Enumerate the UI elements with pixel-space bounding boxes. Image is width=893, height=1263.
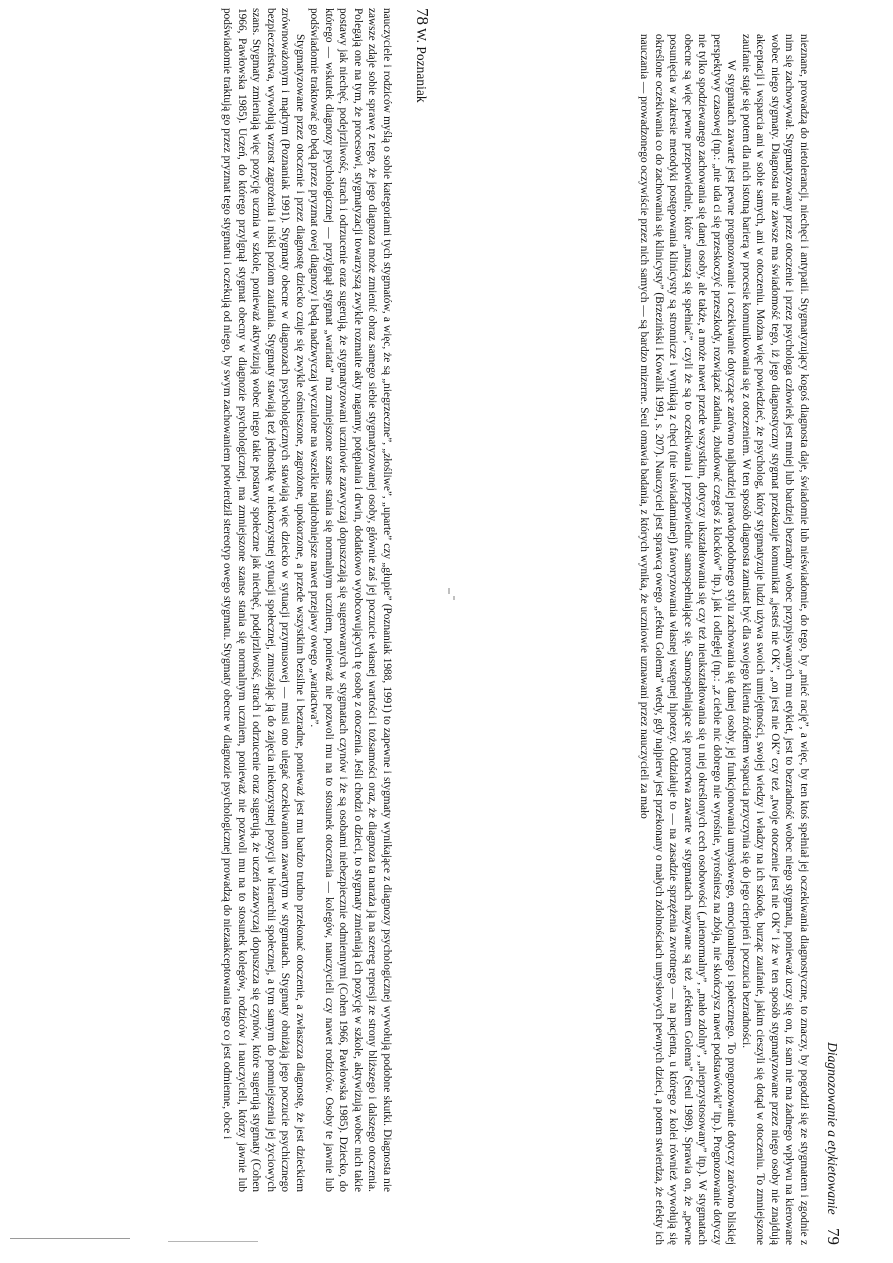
scan-artifact-line <box>168 1241 258 1242</box>
left-body-text <box>219 8 394 1192</box>
scan-artifact-dot <box>448 588 450 594</box>
right-page-content <box>465 0 843 1263</box>
left-page-number: 78 <box>413 8 432 25</box>
right-running-head-title: Diagnozowanie a etykietowanie <box>825 1042 840 1215</box>
right-running-head <box>823 0 843 1263</box>
right-paragraph-1: nieznane, prowadzą do nietolerancji, niechęci i antypatii. Stygmatyzujący kogoś diagnosta daje, świadomie lub nieświadomie, do tego, by „mieć rację”, a więc, by ten ktoś spełniał jej oczekiwania diagnostyczne, to znaczy, by pogodził się ze stygmatem i zgodnie z nim się zachowywał. Stygmatyzowany przez otoczenie i przez psychologa człowiek jest mniej lub bardziej bezradny wobec przypisywanych mu etykiet, jest to bezradność wobec niego stygmatu, ponieważ uczy się on, iż sam nie ma żadnego wpływu na kierowane wobec niego stygmaty. Diagnosta nie zawsze ma świadomość tego, iż jego diagnostyczny stygmat przekazuje komunikat „jesteś nie OK”, „on jest nie OK” czy też „twoje otoczenie jest nie OK” i że w ten sposób stygmatyzowane przez niego osoby nie znajdują akceptacji i wsparcia ani w sobie samych, ani w otoczeniu. Można więc powiedzieć, że psycholog, który stygmatyzuje ludzi używa swoich umiejętności, swojej wiedzy i władzy na ich szkodę, burząc zaufanie, jakim cieszyli się dotąd w otoczeniu. To zmniejszone zaufanie staje się potem dla nich istotną barierą w procesie komunikowania się z otoczeniem. W ten sposób diagnosta zamiast być dla swojego klienta źródłem wsparcia przyczynia się do jego cierpień i poczucia bezradności. <box>739 34 810 1245</box>
left-page-content <box>84 0 432 1200</box>
left-page <box>84 0 432 1263</box>
left-running-head-author: W. Poznaniak <box>414 28 429 103</box>
right-page-number: 79 <box>824 1228 843 1245</box>
left-running-head <box>412 0 432 1200</box>
left-paragraph-2: Stygmatyzowane przez otoczenie i przez diagnostę dziecko czuje się zwykle ośmieszone, zagrożone, upokorzone, a przede wszystkim bezsilne i bezradne, ponieważ jest mu bardzo trudno przekonać otoczenie, a zwłaszcza diagnostę, że jest dzieckiem zrównoważonym i mądrym (Poznaniak 1991). Stygmaty obecne w diagnozach psychologicznych stawiają więc dziecko w sytuacji przymusowej — musi ono ulegać oczekiwaniom zawartym w stygmatach. Stygmaty obniżają jego poczucie psychicznego bezpieczeństwa, wywołują wzrost zagrożenia i niski poziom zaufania. Stygmaty stawiają też jednostkę w niekorzystnej sytuacji społecznej, zmuszając ją do zajęcia niekorzystnej pozycji w hierarchii społecznej, a tym samym do pomniejszenia jej życiowych szans. Stygmaty zmieniają więc pozycję ucznia w szkole, ponieważ aktywizują wobec niego takie postawy społeczne jak niechęć, podejrzliwość, strach i odrzucenie oraz sugerują, że uczeń zazwyczaj dopuszcza się czynów, które sugerują stygmaty (Cohen 1966, Pawłowska 1985). Uczeń, do którego przylgnął stygmat obecny w diagnozie psychologicznej, ma zmniejszone szanse stania się normalnym uczniem, ponieważ nie pozwoli mu na to stosunek kolegów, rodziców i nauczycieli, którzy jawnie lub podświadomie traktują go przez pryzmat tego stygmatu i oczekują od niego, by swym zachowaniem potwierdził stereotyp owego stygmatu. Stygmaty obecne w diagnozie psychologicznej prowadzą do niezaakceptowania tego co jest odmienne, obce i <box>220 8 306 1192</box>
right-paragraph-2: W stygmatach zawarte jest pewne prognozowanie i oczekiwanie dotyczące zarówno najbardziej prawdopodobnego stylu zachowania się danej osoby, jej funkcjonowania umysłowego, emocjonalnego i społecznego. To prognozowanie dotyczy zarówno bliskiej perspektywy czasowej (np.: „nie uda ci się przeskoczyć przeszkody, rozwiązać zadania, zbudować czegoś z klocków” itp.), jak i odległej (np.: „z ciebie nic dobrego nie wyrośnie, wyrośniesz na zbója, nie skończysz nawet podstawówki” itp.). Prognozowanie dotyczy nie tylko spodziewanego zachowania się danej osoby, ale także, a może nawet przede wszystkim, dotyczy ukształtowania się czy też nieukształtowania się u niej określonych cech osobowości („nienormalny”, „mało zdolny”, „nieprzystosowany” itp.). W stygmatach obecne są więc pewne przepowiednie, które „muszą się spełniać”, czyli że są to oczekiwania i przepowiednie samospełniające się. Samospełniające się proroctwa zawarte w stygmatach nazywane są też „efektem Golema” (Seul 1989). Sprawia on, że „pewne posunięcia w zakresie metodyki postępowania klinicysty są stronnicze i wynikają z chęci (nie uświadamianej) faworyzowania własnej wstępnej hipotezy. Oddziałuje to — na zasadzie sprzężenia zwrotnego — na pacjenta, u którego z kolei również wywołują się określone oczekiwania co do zachowania się klinicysty” (Brzeziński i Kowalik 1991, s. 207). Nauczyciel jest sprawcą owego „efektu Golema” wtedy, gdy najpierw jest przekonany o małych zdolnościach umysłowych pewnych dzieci, a potem stwierdza, że efekty ich nauczania — prowadzonego oczywiście przez nich samych — są bardzo mizerne. Seul omawia badania, z których wynika, że uczniowie uznawani przez nauczycieli za mało <box>637 34 738 1245</box>
right-page <box>465 0 843 1263</box>
scan-artifact-line <box>10 1238 130 1239</box>
right-body-text <box>636 34 811 1245</box>
left-paragraph-1: nauczyciele i rodziców myślą o sobie kategoriami tych stygmatów, a więc, że są „niegrzeczne”, „złośliwe”, „uparte” czy „głupie” (Poznaniak 1988, 1991) to zapewne i stygmaty wynikające z diagnozy psychologicznej wywołują podobne skutki. Diagnosta nie zawsze zdaje sobie sprawę z tego, że jego diagnoza może zmienić obraz samego siebie stygmatyzowanej osoby, głównie zaś jej poczucie własnej wartości i tożsamości oraz, że diagnoza ta naraża ją na szereg represji ze strony bliższego i dalszego otoczenia. Polegają one na tym, że procesowi, stygmatyzacji towarzyszą zwykle rozmaite akty naganny, potępiania i drwin, dodatkowo wyobcowujących tę osobę z otoczenia. Jeśli chodzi o dzieci, to stygmaty zmieniają ich pozycję w szkole, aktywizują wobec nich takie postawy jak niechęć, podejrzliwość, strach i odrzucenie oraz sugerują, że stygmatyzowani uczniowie zazwyczaj dopuszczają się sugerowanych w stygmatach czynów i że są osobami niebezpiecznie odmiennymi (Cohen 1966, Pawłowska 1985). Dziecko, do którego — wskutek diagnozy psychologicznej — przylgnął stygmat „wariata” ma zmniejszone szanse stania się normalnym uczniem, ponieważ nie pozwoli mu na to stosunek otoczenia — kolegów, nauczycieli czy nawet rodziców. Osoby te jawnie lub podświadomie traktować go będą przez pryzmat owej diagnozy i będą nadzwyczaj wyczulone na wszelkie najdrobniejsze nawet przejawy owego „wariactwa”. <box>308 8 393 1192</box>
scan-artifact-dot <box>453 596 455 600</box>
